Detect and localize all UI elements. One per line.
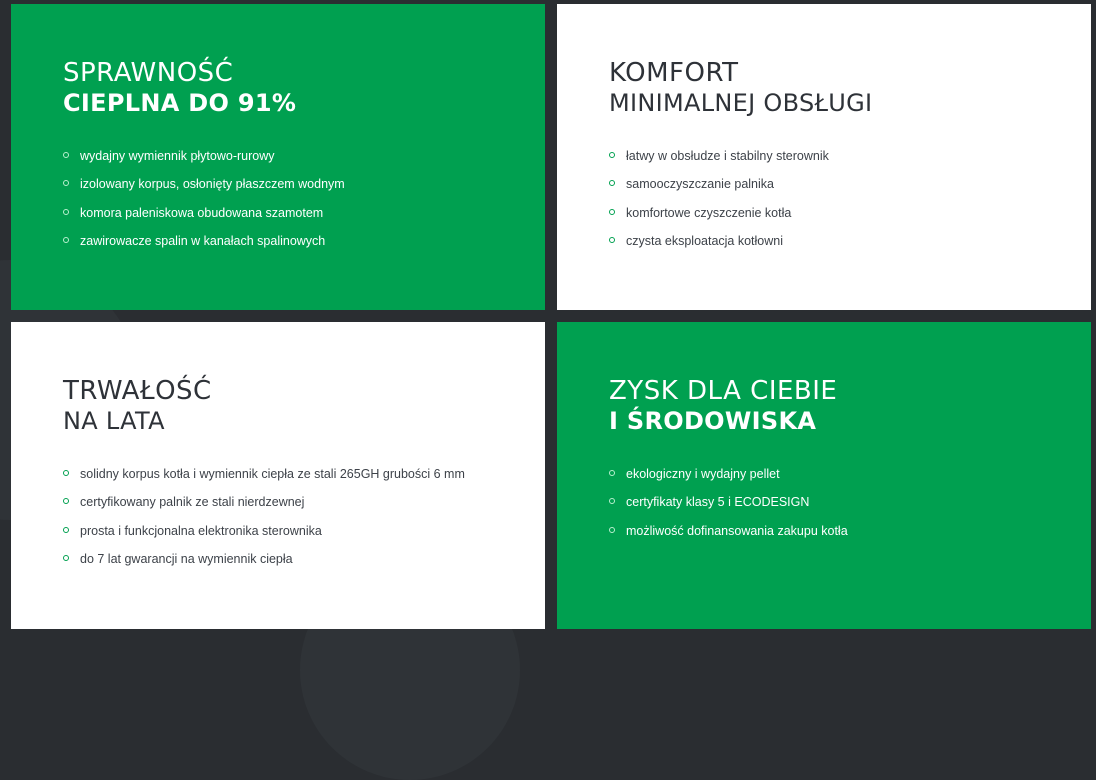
bullet-icon — [609, 209, 615, 215]
bullet-icon — [63, 470, 69, 476]
feature-list — [609, 148, 1091, 249]
list-item: ekologiczny i wydajny pellet — [609, 466, 1091, 482]
bullet-icon — [63, 180, 69, 186]
feature-list — [63, 466, 545, 567]
card-title: ZYSK DLA CIEBIE — [609, 376, 838, 406]
list-item: samooczyszczanie palnika — [609, 176, 1091, 192]
list-item: czysta eksploatacja kotłowni — [609, 233, 1091, 249]
feature-list — [63, 148, 545, 249]
card-subtitle: NA LATA — [63, 407, 165, 435]
list-item: zawirowacze spalin w kanałach spalinowych — [63, 233, 545, 249]
feature-list — [609, 466, 1091, 539]
list-item: prosta i funkcjonalna elektronika sterownika — [63, 523, 545, 539]
bullet-icon — [609, 180, 615, 186]
bullet-icon — [63, 498, 69, 504]
features-grid — [11, 4, 1091, 630]
bullet-icon — [609, 152, 615, 158]
card-subtitle: CIEPLNA DO 91% — [63, 89, 297, 117]
feature-card-durability — [11, 322, 545, 629]
bullet-icon — [609, 470, 615, 476]
list-item: certyfikowany palnik ze stali nierdzewnej — [63, 494, 545, 510]
bullet-icon — [609, 237, 615, 243]
list-item: izolowany korpus, osłonięty płaszczem wodnym — [63, 176, 545, 192]
bullet-icon — [63, 152, 69, 158]
list-item: wydajny wymiennik płytowo-rurowy — [63, 148, 545, 164]
bullet-icon — [63, 209, 69, 215]
card-title: TRWAŁOŚĆ — [63, 376, 212, 406]
bullet-icon — [609, 498, 615, 504]
feature-card-comfort — [557, 4, 1091, 310]
list-item: łatwy w obsłudze i stabilny sterownik — [609, 148, 1091, 164]
list-item: solidny korpus kotła i wymiennik ciepła ze stali 265GH grubości 6 mm — [63, 466, 545, 482]
card-subtitle: MINIMALNEJ OBSŁUGI — [609, 89, 873, 117]
feature-card-efficiency — [11, 4, 545, 310]
list-item: komora paleniskowa obudowana szamotem — [63, 205, 545, 221]
bullet-icon — [609, 527, 615, 533]
card-title: KOMFORT — [609, 58, 739, 88]
bullet-icon — [63, 527, 69, 533]
list-item: komfortowe czyszczenie kotła — [609, 205, 1091, 221]
feature-card-savings — [557, 322, 1091, 629]
list-item: do 7 lat gwarancji na wymiennik ciepła — [63, 551, 545, 567]
bullet-icon — [63, 237, 69, 243]
bullet-icon — [63, 555, 69, 561]
list-item: certyfikaty klasy 5 i ECODESIGN — [609, 494, 1091, 510]
card-title: SPRAWNOŚĆ — [63, 58, 234, 88]
list-item: możliwość dofinansowania zakupu kotła — [609, 523, 1091, 539]
card-subtitle: I ŚRODOWISKA — [609, 407, 817, 435]
